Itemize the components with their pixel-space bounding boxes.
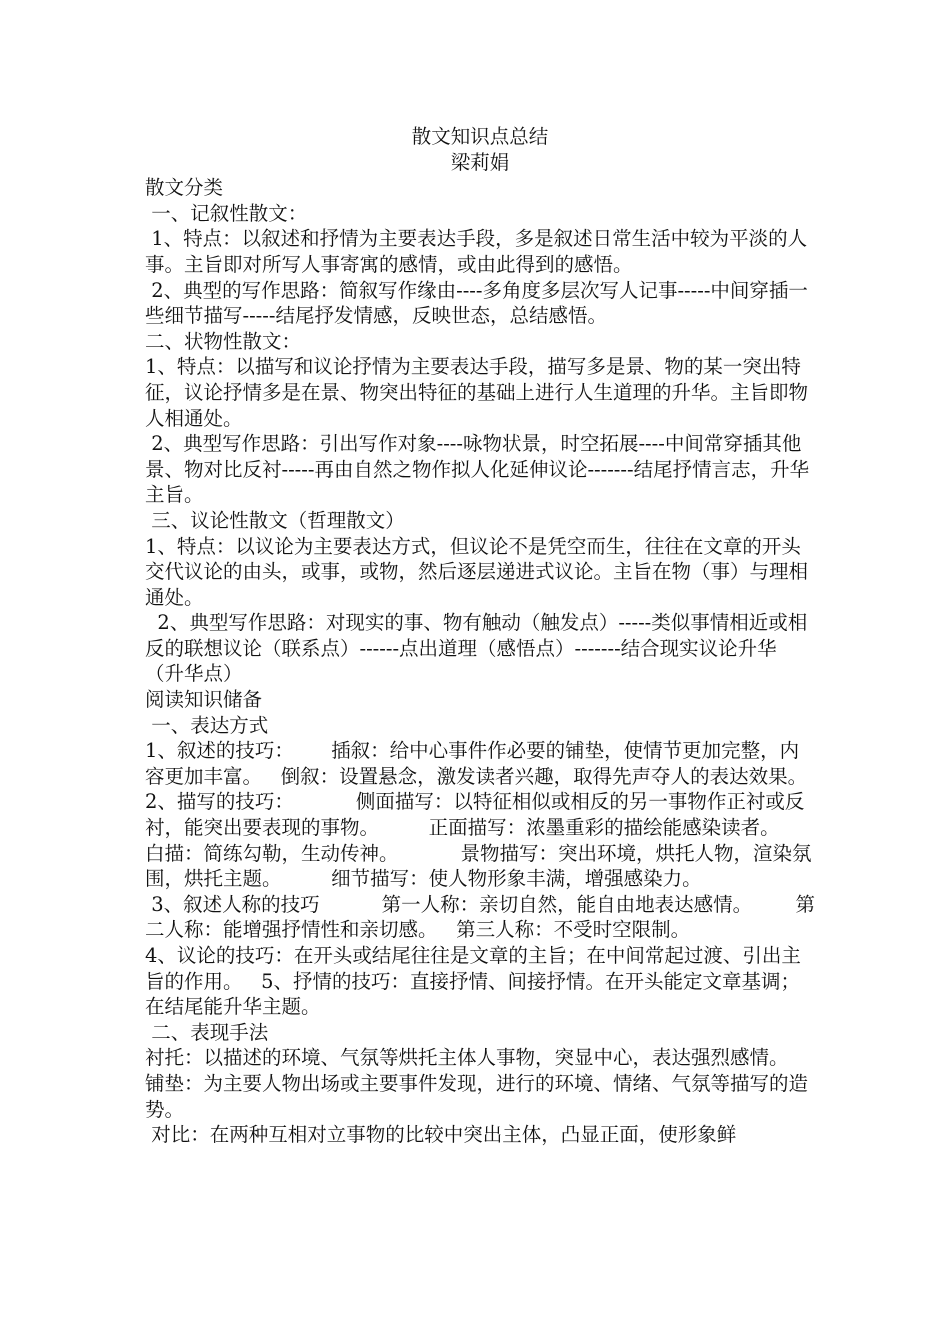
subsection-heading: 二、表现手法 — [145, 1020, 269, 1044]
paragraph: 4、议论的技巧：在开头或结尾往往是文章的主旨；在中间常起过渡、引出主旨的作用。 5、抒情的技巧：直接抒情、间接抒情。在开头能定文章基调；在结尾能升华主题。 — [145, 944, 801, 1019]
document-author: 梁莉娟 — [450, 150, 510, 174]
paragraph: 对比：在两种互相对立事物的比较中突出主体，凸显正面，使形象鲜 — [145, 1123, 737, 1147]
section-heading: 散文分类 — [145, 176, 224, 200]
paragraph: 3、叙述人称的技巧 第一人称：亲切自然，能自由地表达感情。 第二人称：能增强抒情性和亲切感。 第三人称：不受时空限制。 — [145, 892, 815, 942]
paragraph: 1、叙述的技巧： 插叙：给中心事件作必要的铺垫，使情节更加完整，内容更加丰富。 倒叙：设置悬念，激发读者兴趣，取得先声夺人的表达效果。 — [145, 739, 808, 788]
section-heading: 阅读知识储备 — [145, 688, 263, 712]
paragraph: 1、特点：以议论为主要表达方式，但议论不是凭空而生，往往在文章的开头交代议论的由头，或事，或物，然后逐层递进式议论。主旨在物（事）与理相通处。 — [145, 534, 809, 609]
subsection-heading: 二、状物性散文： — [145, 329, 302, 353]
paragraph: 2、典型的写作思路：简叙写作缘由----多角度多层次写人记事-----中间穿插一些细节描写-----结尾抒发情感，反映世态，总结感悟。 — [145, 278, 808, 328]
paragraph: 衬托：以描述的环境、气氛等烘托主体人事物，突显中心，表达强烈感情。 — [145, 1046, 789, 1070]
paragraph: 2、描写的技巧： 侧面描写：以特征相似或相反的另一事物作正衬或反衬，能突出要表现的事物。 正面描写：浓墨重彩的描绘能感染读者。 白描：简练勾勒，生动传神。 景物描写：突出环境，烘托人物，渲染氛围，烘托主题。 细节描写：使人物形象丰满，增强感染力。 — [145, 790, 830, 891]
subsection-heading: 一、表达方式 — [145, 713, 269, 737]
document-title: 散文知识点总结 — [411, 125, 549, 148]
paragraph: 1、特点：以描写和议论抒情为主要表达手段，描写多是景、物的某一突出特征，议论抒情多是在景、物突出特征的基础上进行人生道理的升华。主旨即物人相通处。 — [145, 355, 809, 430]
subsection-heading: 三、议论性散文（哲理散文） — [145, 508, 405, 532]
document-body — [145, 124, 830, 1148]
paragraph: 铺垫：为主要人物出场或主要事件发现，进行的环境、情绪、气氛等描写的造势。 — [145, 1071, 809, 1121]
paragraph: 2、典型写作思路：对现实的事、物有触动（触发点）-----类似事情相近或相反的联想议论（联系点）------点出道理（感悟点）-------结合现实议论升华（升华点） — [145, 611, 808, 686]
subsection-heading: 一、记叙性散文： — [145, 201, 308, 225]
paragraph: 2、典型写作思路：引出写作对象----咏物状景，时空拓展----中间常穿插其他景、物对比反衬-----再由自然之物作拟人化延伸议论-------结尾抒情言志，升华主旨。 — [145, 432, 810, 507]
paragraph: 1、特点：以叙述和抒情为主要表达手段，多是叙述日常生活中较为平淡的人事。主旨即对所写人事寄寓的感情，或由此得到的感悟。 — [145, 227, 808, 276]
